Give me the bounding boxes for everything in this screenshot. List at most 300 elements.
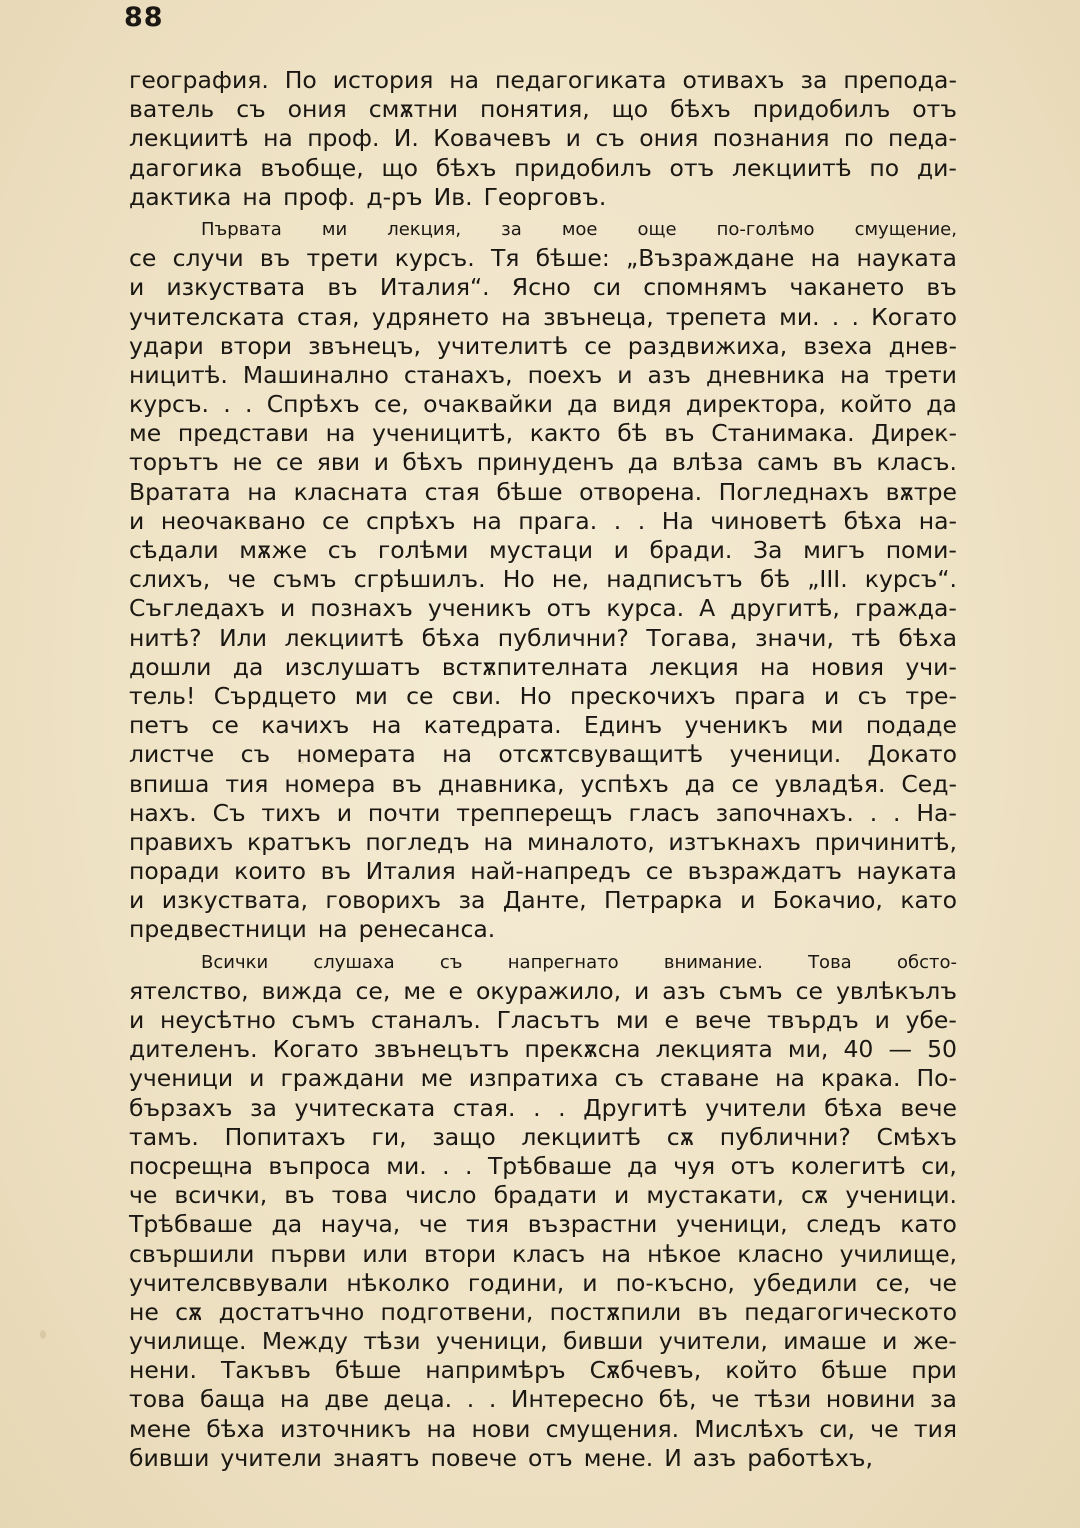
word: случи — [172, 244, 244, 273]
word: азъ — [647, 360, 692, 389]
word: поехъ — [527, 360, 603, 389]
word: се, — [875, 1268, 911, 1297]
word: . — [245, 390, 253, 419]
word: изкуствата — [166, 273, 306, 302]
word: учи- — [905, 652, 957, 681]
word: . — [442, 1151, 450, 1180]
word: Тогава, — [646, 623, 738, 652]
word: тия — [465, 1210, 510, 1239]
word: трети — [884, 360, 957, 389]
word: . — [466, 1385, 475, 1414]
word: новини — [825, 1385, 916, 1414]
word: публични? — [497, 623, 629, 652]
word: ватель — [129, 95, 215, 124]
word: азъ — [692, 1443, 737, 1472]
word: че — [129, 1181, 158, 1210]
word: ми — [810, 711, 844, 740]
word: на — [775, 1064, 805, 1093]
word: тѣ — [851, 623, 881, 652]
word: ученици — [129, 1064, 234, 1093]
word: Георговъ. — [483, 182, 607, 211]
word: дошли — [129, 652, 212, 681]
word: Когато — [272, 1035, 359, 1064]
word: смѫтни — [368, 95, 459, 124]
word: станалъ. — [371, 1006, 481, 1034]
word: училище. — [129, 1327, 247, 1356]
word: звънецъ, — [308, 331, 421, 360]
word: придобилъ — [514, 153, 652, 182]
word: ставане — [660, 1064, 760, 1093]
word: ония — [287, 95, 347, 124]
word: или — [362, 1239, 408, 1268]
word: представи — [177, 419, 309, 448]
text-line — [129, 1444, 957, 1473]
word: Станимака. — [711, 419, 855, 448]
word: стая. — [452, 1093, 516, 1122]
word: сви. — [451, 681, 502, 710]
word: кратъкъ — [247, 827, 352, 856]
word: всички, — [174, 1181, 268, 1210]
word: на — [242, 182, 273, 211]
word: дневника — [706, 360, 826, 389]
word: Това — [808, 951, 852, 973]
word: ятелство, — [129, 976, 249, 1005]
word: въ — [327, 273, 358, 302]
text-line — [129, 886, 957, 915]
word: който — [725, 1356, 798, 1385]
word: Съ — [212, 798, 246, 827]
word: предвестници — [129, 915, 307, 944]
word: който — [840, 390, 912, 419]
text-line — [129, 1181, 957, 1210]
word: подаде — [865, 711, 957, 740]
word: да — [627, 1151, 658, 1180]
text-line — [129, 1385, 957, 1414]
word: се — [731, 769, 759, 798]
word: изслушатъ — [284, 652, 421, 681]
word: ученици, — [675, 1210, 788, 1239]
word: поми- — [885, 536, 957, 564]
word: Тя — [490, 244, 520, 273]
word: днев- — [888, 331, 957, 360]
word: убе- — [905, 1006, 957, 1034]
text-line — [129, 215, 957, 244]
word: на — [317, 915, 348, 944]
word: посрещна — [129, 1151, 253, 1180]
word: на — [810, 244, 841, 273]
word: дактика — [129, 182, 232, 211]
word: се — [211, 711, 239, 740]
word: както — [529, 419, 601, 448]
word: първи — [270, 1239, 347, 1268]
word: знаятъ — [332, 1443, 420, 1472]
word: педагогиката — [495, 66, 667, 94]
word: въ — [391, 769, 422, 798]
word: години, — [467, 1268, 565, 1297]
word: неусѣтно — [159, 1006, 276, 1034]
word: За — [752, 536, 783, 564]
word: Другитѣ — [583, 1093, 688, 1122]
word: лекцията — [655, 1035, 773, 1064]
word: проф. — [283, 182, 356, 211]
word: достатъчно — [218, 1297, 365, 1326]
word: е — [448, 976, 463, 1005]
word: съ — [236, 95, 266, 124]
word: си, — [921, 1151, 957, 1180]
paragraph-3 — [129, 948, 957, 1473]
word: свършили — [129, 1239, 255, 1268]
word: смущение, — [854, 218, 957, 240]
word: Ясно — [511, 273, 571, 302]
text-line — [129, 1123, 957, 1152]
word: влѣза — [672, 448, 744, 477]
word: говорихъ — [325, 886, 442, 915]
word: ме — [403, 976, 436, 1005]
word: окуражило, — [475, 976, 622, 1005]
word: ученици, — [436, 1327, 548, 1356]
word: надписътъ — [606, 565, 743, 594]
word: Машинално — [242, 360, 389, 389]
word: география. — [129, 66, 269, 94]
word: Такъвъ — [220, 1356, 311, 1385]
text-line — [129, 740, 957, 769]
word: съ — [439, 951, 463, 973]
word: най-напредъ — [470, 857, 632, 886]
word: нови — [471, 1414, 531, 1443]
word: другитѣ, — [730, 594, 840, 623]
word: що — [381, 153, 418, 182]
word: азъ — [662, 976, 706, 1005]
word: качихъ — [261, 711, 350, 740]
word: днавника, — [437, 769, 565, 798]
text-line — [129, 478, 957, 507]
word: учителската — [129, 302, 285, 331]
word: колегитѣ — [790, 1151, 906, 1180]
text-line — [129, 1210, 957, 1239]
word: номера — [284, 769, 376, 798]
word: Трѣбваше — [487, 1151, 612, 1180]
word: вече — [694, 1006, 752, 1034]
word: за — [458, 886, 486, 915]
word: учители — [705, 1093, 807, 1122]
word: се — [322, 506, 350, 535]
word: номерата — [296, 740, 416, 769]
text-line — [129, 124, 957, 153]
word: въ — [926, 273, 957, 302]
word: се — [795, 976, 823, 1005]
text-line — [129, 653, 957, 682]
word: изтъкнахъ — [668, 827, 801, 856]
text-line — [129, 507, 957, 536]
word: вижда — [261, 976, 343, 1005]
word: и — [613, 536, 629, 564]
word: увлѣкълъ — [835, 976, 957, 1005]
word: . — [851, 302, 859, 331]
word: ренесанса. — [358, 915, 496, 944]
word: мене. — [583, 1443, 654, 1472]
text-line — [129, 828, 957, 857]
text-line — [129, 565, 957, 594]
word: източникъ — [280, 1414, 412, 1443]
word: напрегнато — [507, 951, 619, 973]
word: ми. — [386, 1151, 427, 1180]
word: гласъ — [628, 798, 700, 827]
text-line — [129, 1035, 957, 1064]
word: Спрѣхъ — [266, 390, 360, 419]
word: тия — [225, 769, 269, 798]
word: си — [592, 273, 622, 302]
word: това — [331, 1181, 389, 1210]
text-line — [129, 1298, 957, 1327]
word: трети — [306, 244, 379, 273]
word: се, — [373, 390, 409, 419]
text-line — [129, 448, 957, 477]
word: ми. — [779, 302, 820, 331]
word: неочаквано — [160, 506, 306, 535]
word: миналото, — [527, 827, 655, 856]
word: число — [405, 1181, 477, 1210]
word: тѣзи — [363, 1327, 421, 1356]
word: на — [840, 360, 870, 389]
word: причинитѣ, — [814, 827, 957, 856]
word: нѣкое — [647, 1239, 722, 1268]
word: яви — [316, 448, 361, 477]
word: за — [501, 218, 522, 240]
text-line — [129, 1356, 957, 1385]
word: Данте, — [502, 886, 587, 915]
word: торътъ — [129, 448, 219, 477]
word: изпратиха — [468, 1064, 599, 1093]
word: още — [637, 218, 677, 240]
word: класъ — [512, 1239, 586, 1268]
word: слушаха — [313, 951, 395, 973]
word: публични? — [719, 1122, 851, 1151]
word: бради. — [649, 536, 733, 564]
body-text — [129, 66, 957, 1473]
word: за — [800, 66, 828, 94]
word: и — [565, 124, 581, 153]
word: и — [582, 1268, 598, 1297]
word: новия — [811, 652, 885, 681]
word: съ — [857, 681, 888, 710]
word: че — [227, 565, 256, 594]
word: две — [324, 1385, 369, 1414]
word: Италия“. — [379, 273, 490, 302]
word: отъ — [546, 594, 592, 623]
word: самъ — [757, 448, 819, 477]
word: въ — [284, 1181, 315, 1210]
word: ми — [321, 218, 348, 240]
word: въ — [320, 857, 352, 886]
word: науката — [856, 244, 957, 273]
paper-stain — [300, 760, 304, 764]
word: да — [271, 1210, 303, 1239]
word: на — [263, 124, 293, 153]
word: отивахъ — [682, 66, 785, 94]
word: на — [279, 1385, 310, 1414]
word: „Възраждане — [626, 244, 795, 273]
word: катедрата. — [423, 711, 562, 740]
word: крака. — [820, 1064, 901, 1093]
word: раздвижиха, — [627, 331, 788, 360]
word: бивши — [129, 1443, 210, 1472]
word: и — [129, 1006, 145, 1034]
word: твърдъ — [766, 1006, 859, 1034]
paper-stain — [40, 1330, 46, 1339]
word: Докато — [867, 740, 957, 769]
word: учителсввували — [129, 1268, 329, 1297]
word: . — [869, 798, 878, 827]
text-line — [129, 857, 957, 886]
word: внимание. — [663, 951, 763, 973]
word: че — [711, 1385, 740, 1414]
word: сѫ — [666, 1122, 695, 1151]
word: Гласътъ — [496, 1006, 601, 1034]
word: и — [280, 594, 296, 623]
word: класната — [293, 477, 408, 506]
word: Когато — [871, 302, 957, 331]
word: удари — [129, 331, 204, 360]
word: отъ — [669, 153, 715, 182]
word: почти — [367, 798, 441, 827]
text-line — [129, 303, 957, 332]
word: лекциитѣ — [731, 153, 852, 182]
word: . — [223, 390, 231, 419]
text-line — [129, 1094, 957, 1123]
word: чуя — [673, 1151, 716, 1180]
word: съ — [595, 124, 625, 153]
word: бѣха — [206, 1414, 265, 1443]
text-line — [129, 66, 957, 95]
word: обсто- — [896, 951, 957, 973]
word: Дирек- — [871, 419, 957, 448]
word: Вратата — [129, 477, 231, 506]
word: На — [661, 506, 694, 535]
word: учители — [220, 1443, 322, 1472]
word: науката — [856, 857, 957, 886]
word: поради — [129, 857, 220, 886]
word: вече — [900, 1093, 957, 1122]
word: съ — [240, 740, 271, 769]
word: на — [601, 1239, 632, 1268]
word: звънеца, — [543, 302, 654, 331]
word: прескочихъ — [570, 681, 716, 710]
word: лекциитѣ — [284, 623, 405, 652]
word: ди- — [916, 153, 957, 182]
word: ме — [129, 419, 162, 448]
word: които — [234, 857, 307, 886]
word: Смѣхъ — [876, 1122, 957, 1151]
word: и — [129, 886, 145, 915]
word: по-голѣмо — [716, 218, 815, 240]
word: познахъ — [310, 594, 413, 623]
word: По — [284, 66, 317, 94]
word: че — [870, 1414, 899, 1443]
text-line — [129, 711, 957, 740]
text-line — [129, 536, 957, 565]
word: бѣхъ — [435, 153, 497, 182]
word: работѣхъ, — [747, 1443, 873, 1472]
word: мигъ — [803, 536, 866, 564]
word: втори — [424, 1239, 497, 1268]
word: отъ — [528, 1443, 573, 1472]
word: като — [900, 886, 957, 915]
word: правихъ — [129, 827, 234, 856]
word: въ — [697, 1297, 728, 1326]
word: бѣ — [759, 565, 791, 594]
word: и — [129, 506, 145, 535]
word: голѣми — [377, 536, 469, 564]
word: лекция — [649, 652, 739, 681]
word: бѣше — [496, 477, 563, 506]
word: Ив. — [433, 182, 473, 211]
word: директора, — [685, 390, 826, 419]
word: бивши — [563, 1327, 644, 1356]
word: и — [614, 1181, 630, 1210]
word: проф. — [307, 124, 380, 153]
word: Италия — [365, 857, 456, 886]
word: удрянето — [371, 302, 489, 331]
word: и — [634, 976, 650, 1005]
word: не, — [551, 565, 590, 594]
word: съ — [614, 1064, 645, 1093]
word: при — [911, 1356, 957, 1385]
word: ми, — [787, 1035, 829, 1064]
word: съмъ — [718, 976, 783, 1005]
text-line — [129, 1415, 957, 1444]
word: не — [129, 1297, 159, 1326]
word: на — [426, 1414, 457, 1443]
word: се — [129, 244, 157, 273]
text-line — [129, 682, 957, 711]
text-line — [129, 948, 957, 977]
word: Всички — [201, 951, 269, 973]
word: лекциитѣ — [129, 124, 249, 153]
word: изкуствата, — [161, 886, 308, 915]
word: за — [929, 1385, 957, 1414]
word: и — [740, 886, 756, 915]
word: това — [129, 1385, 186, 1414]
word: бѣ, — [658, 1385, 697, 1414]
word: бѣше — [821, 1356, 888, 1385]
word: педа- — [887, 124, 957, 153]
text-line — [129, 977, 957, 1006]
word: д-ръ — [366, 182, 423, 211]
word: мое — [561, 218, 598, 240]
text-line — [129, 1327, 957, 1356]
word: прага. — [518, 506, 598, 535]
word: И — [664, 1443, 682, 1472]
word: увладѣя. — [774, 769, 886, 798]
paragraph-1 — [129, 66, 957, 212]
word: и — [874, 1006, 890, 1034]
word: стая — [424, 477, 480, 506]
word: брадати — [493, 1181, 597, 1210]
word: очаквайки — [423, 390, 553, 419]
word: въ — [664, 419, 695, 448]
word: се — [584, 331, 612, 360]
word: си, — [819, 1414, 856, 1443]
word: повече — [430, 1443, 518, 1472]
word: бѣхъ — [402, 448, 464, 477]
word: нѣколко — [346, 1268, 450, 1297]
word: история — [332, 66, 434, 94]
word: же- — [912, 1327, 957, 1356]
word: и — [129, 273, 145, 302]
word: петъ — [129, 711, 190, 740]
word: . — [558, 1093, 566, 1122]
word: спомнямъ — [643, 273, 768, 302]
